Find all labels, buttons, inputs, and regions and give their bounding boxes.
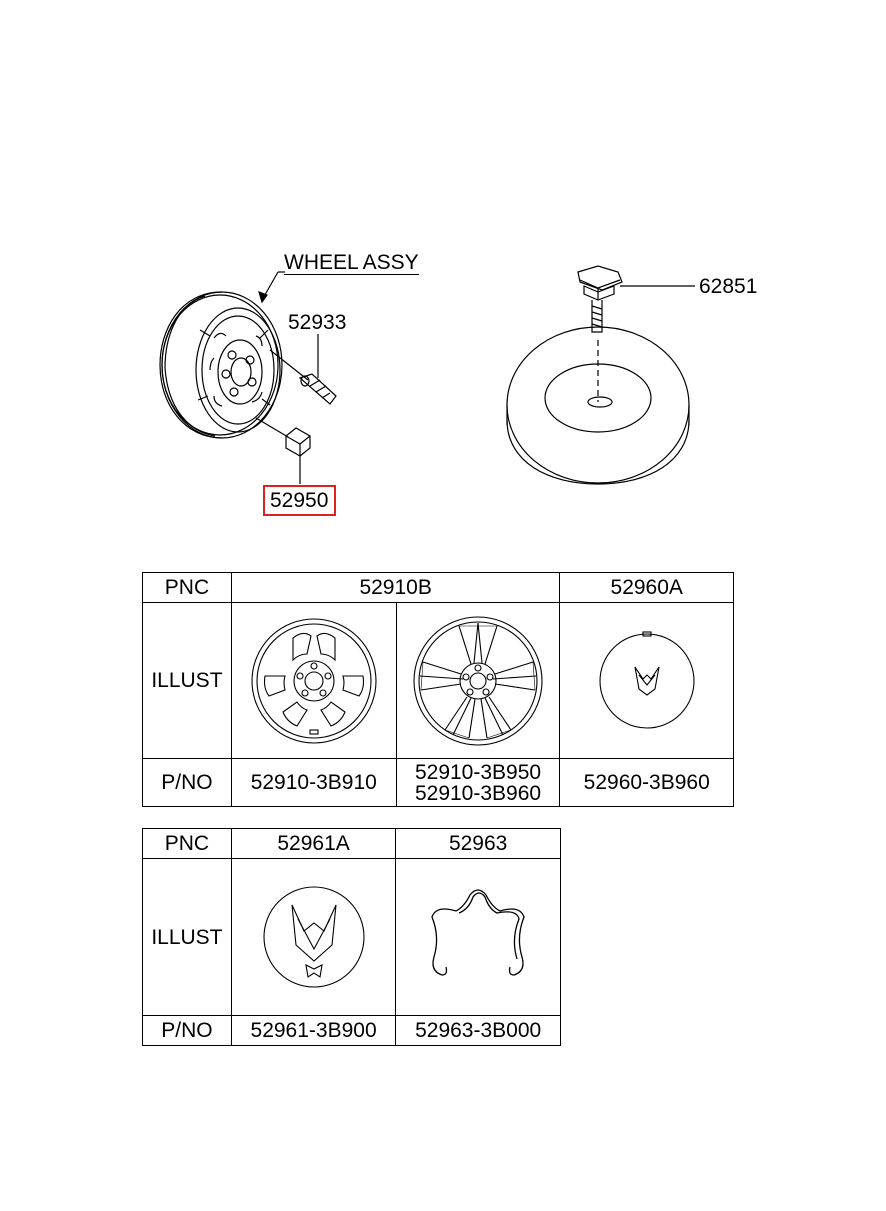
pno-cell-multi [396,759,560,807]
alloy-wheel-icon [411,614,545,748]
spring-clip-icon [416,885,540,989]
pno-value: 52910-3B960 [414,781,542,805]
pno-cell: 52910-3B910 [231,759,396,807]
pnc-cell: 52910B [231,573,560,603]
illust-cell-steel-wheel [231,603,396,759]
illust-cell-emblem [231,859,395,1016]
steel-wheel-icon [249,616,379,746]
emblem-cap-icon [262,885,366,989]
lug-nut-drawing [256,418,310,484]
valve-part-label: 52933 [288,311,347,334]
pnc-cell: 52961A [231,829,395,859]
steel-wheel-drawing [160,292,282,438]
lug-nut-part-label[interactable]: 52950 [263,485,336,516]
pno-row-label: P/NO [143,759,232,807]
parts-table-1 [142,572,734,807]
parts-table-2 [142,828,561,1046]
pnc-row-label: PNC [143,829,232,859]
illust-cell-alloy-wheel [396,603,560,759]
illust-cell-spring-clip [396,859,561,1016]
pno-value: 52910-3B950 [414,760,542,784]
pno-cell: 52961-3B900 [231,1016,395,1046]
center-cap-icon [597,631,697,731]
pnc-cell: 52960A [560,573,734,603]
spare-bolt-part-label: 62851 [699,275,758,298]
illust-row-label: ILLUST [143,603,232,759]
pno-row-label: P/NO [143,1016,232,1046]
illust-cell-center-cap [560,603,734,759]
wheel-assy-label: WHEEL ASSY [284,251,419,274]
illust-row-label: ILLUST [143,859,232,1016]
pnc-row-label: PNC [143,573,232,603]
pnc-cell: 52963 [396,829,561,859]
spare-tire-drawing [507,327,689,484]
pno-cell: 52963-3B000 [396,1016,561,1046]
spare-bolt-drawing [578,266,695,332]
pno-cell: 52960-3B960 [560,759,734,807]
